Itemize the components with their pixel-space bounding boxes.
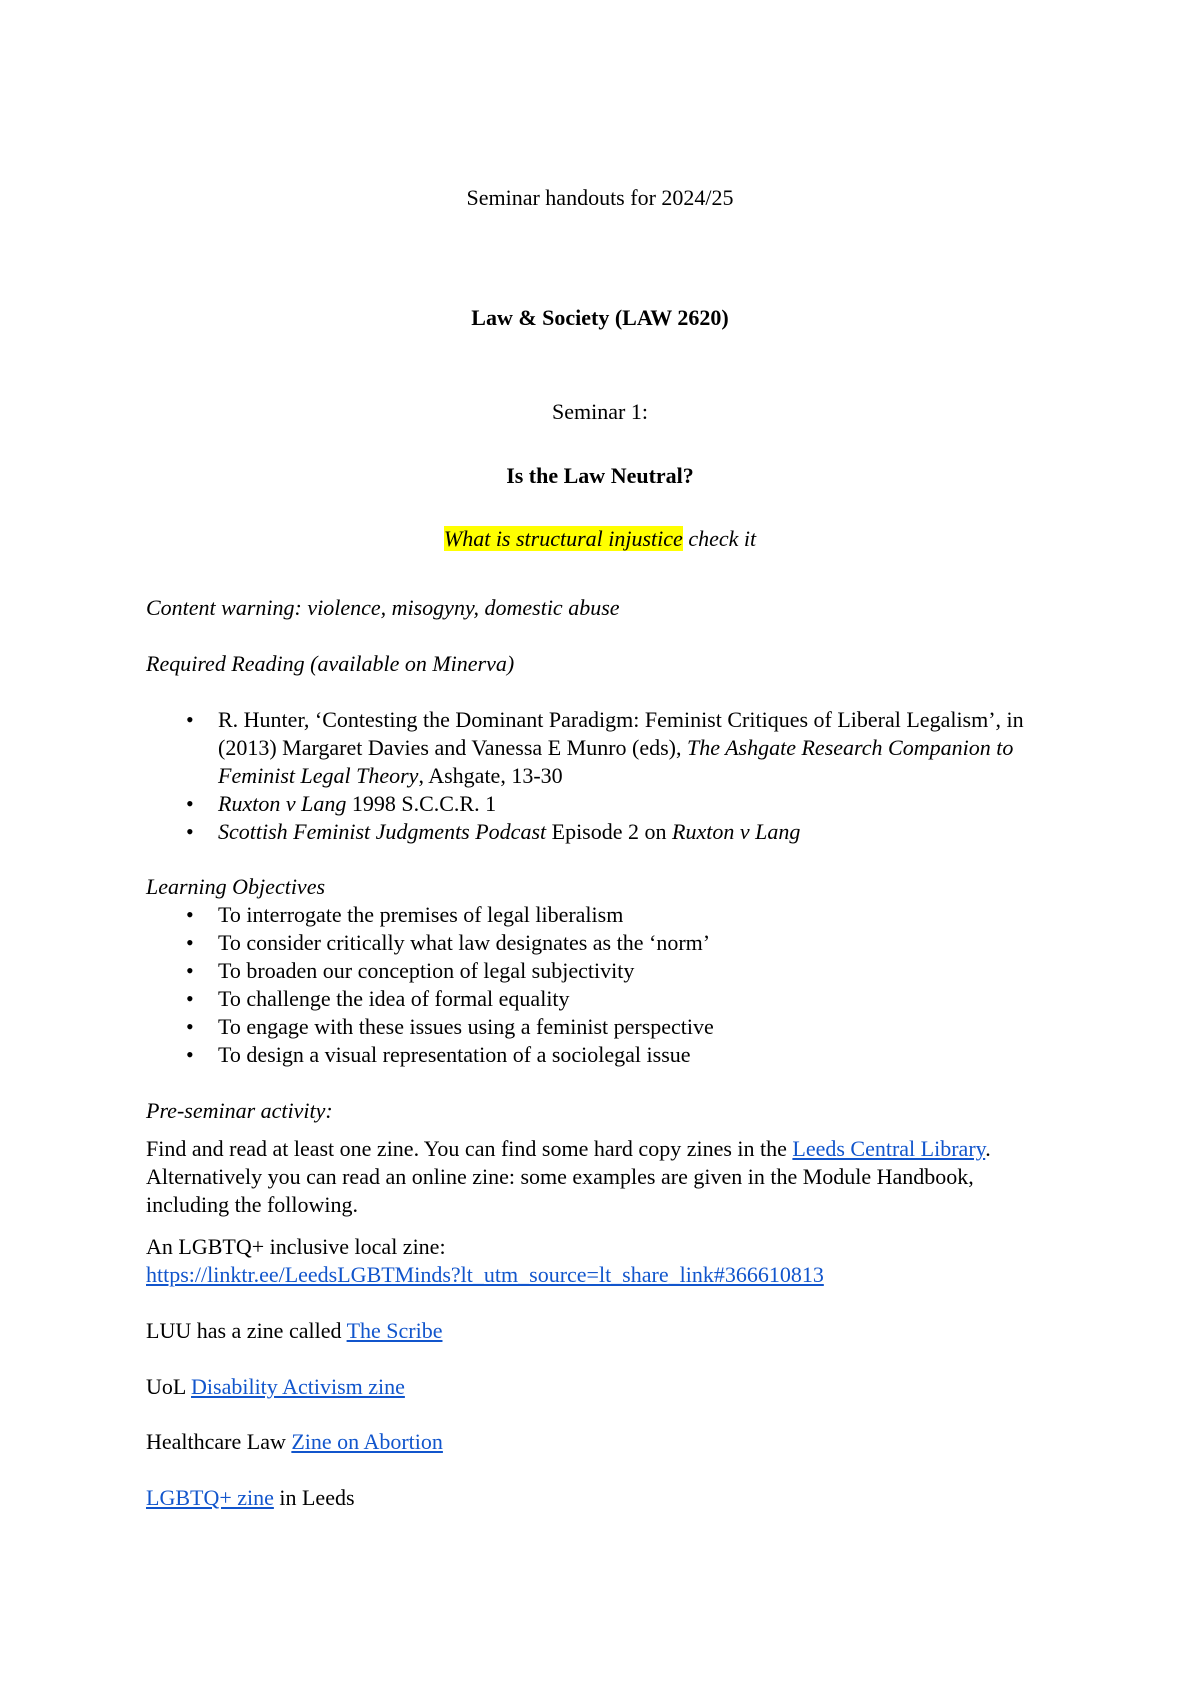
bullet-icon: • <box>186 1014 194 1039</box>
objective-text: To design a visual representation of a sociolegal issue <box>218 1042 691 1067</box>
bullet-icon: • <box>186 902 194 927</box>
objective-text: To interrogate the premises of legal liberalism <box>218 902 624 927</box>
zine-on-abortion-link[interactable]: Zine on Abortion <box>291 1429 443 1454</box>
seminar-title: Is the Law Neutral? <box>506 463 694 488</box>
list-item <box>146 1013 1046 1041</box>
highlighted-note: What is structural injustice <box>443 526 683 551</box>
reading-title: Ruxton v Lang <box>218 791 347 816</box>
objective-text: To challenge the idea of formal equality <box>218 986 570 1011</box>
line-text: UoL <box>146 1374 192 1399</box>
linktree-link[interactable]: https://linktr.ee/LeedsLGBTMinds?lt_utm_source=lt_share_link#366610813 <box>146 1262 824 1287</box>
lgbtq-local-label: An LGBTQ+ inclusive local zine: <box>146 1234 446 1259</box>
required-reading-list <box>146 706 1046 846</box>
objective-text: To engage with these issues using a feminist perspective <box>218 1014 714 1039</box>
list-item <box>146 1041 1046 1069</box>
seminar-number: Seminar 1: <box>552 399 648 424</box>
list-item <box>146 901 1046 929</box>
line-text: Healthcare Law <box>146 1429 292 1454</box>
bullet-icon: • <box>186 930 194 955</box>
list-item <box>146 957 1046 985</box>
reading-text: R. Hunter, ‘Contesting the Dominant Paradigm: Feminist Critiques of Liberal Legalism’, in (2013) Margaret Davies and Vanessa E Munro (eds), <box>218 707 1024 760</box>
luu-zine-line <box>146 1317 1046 1345</box>
bullet-icon: • <box>186 958 194 983</box>
reading-text: 1998 S.C.C.R. 1 <box>346 791 497 816</box>
structural-injustice-note <box>0 525 1200 553</box>
pre-seminar-heading: Pre-seminar activity: <box>146 1098 333 1123</box>
learning-objectives-heading: Learning Objectives <box>146 874 326 899</box>
objective-text: To broaden our conception of legal subjectivity <box>218 958 635 983</box>
line-text: in Leeds <box>273 1485 355 1510</box>
lgbtq-zine-link[interactable]: LGBTQ+ zine <box>146 1485 274 1510</box>
disability-activism-zine-link[interactable]: Disability Activism zine <box>191 1374 405 1399</box>
the-scribe-link[interactable]: The Scribe <box>346 1318 443 1343</box>
bullet-icon: • <box>186 819 194 844</box>
note-rest: check it <box>682 526 757 551</box>
lgbtq-zine-line <box>146 1484 1046 1512</box>
list-item <box>146 985 1046 1013</box>
list-item <box>146 929 1046 957</box>
healthcare-zine-line <box>146 1428 1046 1456</box>
list-item <box>146 818 1046 846</box>
reading-title: The Ashgate Research Companion to Feminist Legal Theory <box>218 735 1014 788</box>
bullet-icon: • <box>186 707 194 732</box>
paragraph-text: Find and read at least one zine. You can find some hard copy zines in the <box>146 1136 793 1161</box>
content-warning: Content warning: violence, misogyny, domestic abuse <box>146 595 620 620</box>
lgbtq-local-zine <box>146 1233 1046 1289</box>
module-title: Law & Society (LAW 2620) <box>471 305 729 330</box>
bullet-icon: • <box>186 986 194 1011</box>
bullet-icon: • <box>186 791 194 816</box>
reading-title: Scottish Feminist Judgments Podcast <box>218 819 547 844</box>
pre-seminar-paragraph <box>146 1135 1046 1219</box>
bullet-icon: • <box>186 1042 194 1067</box>
uol-zine-line <box>146 1373 1046 1401</box>
objective-text: To consider critically what law designates as the ‘norm’ <box>218 930 711 955</box>
list-item <box>146 706 1046 790</box>
paragraph-text: . Alternatively you can read an online zine: some examples are given in the Module Handbook, including the following. <box>146 1136 991 1217</box>
handout-title: Seminar handouts for 2024/25 <box>466 185 734 210</box>
reading-title: Ruxton v Lang <box>672 819 801 844</box>
line-text: LUU has a zine called <box>146 1318 347 1343</box>
reading-text: , Ashgate, 13-30 <box>418 763 563 788</box>
leeds-central-library-link[interactable]: Leeds Central Library <box>792 1136 986 1161</box>
reading-text: Episode 2 on <box>546 819 673 844</box>
list-item <box>146 790 1046 818</box>
learning-objectives-list <box>146 901 1046 1069</box>
required-reading-heading: Required Reading (available on Minerva) <box>146 651 515 676</box>
